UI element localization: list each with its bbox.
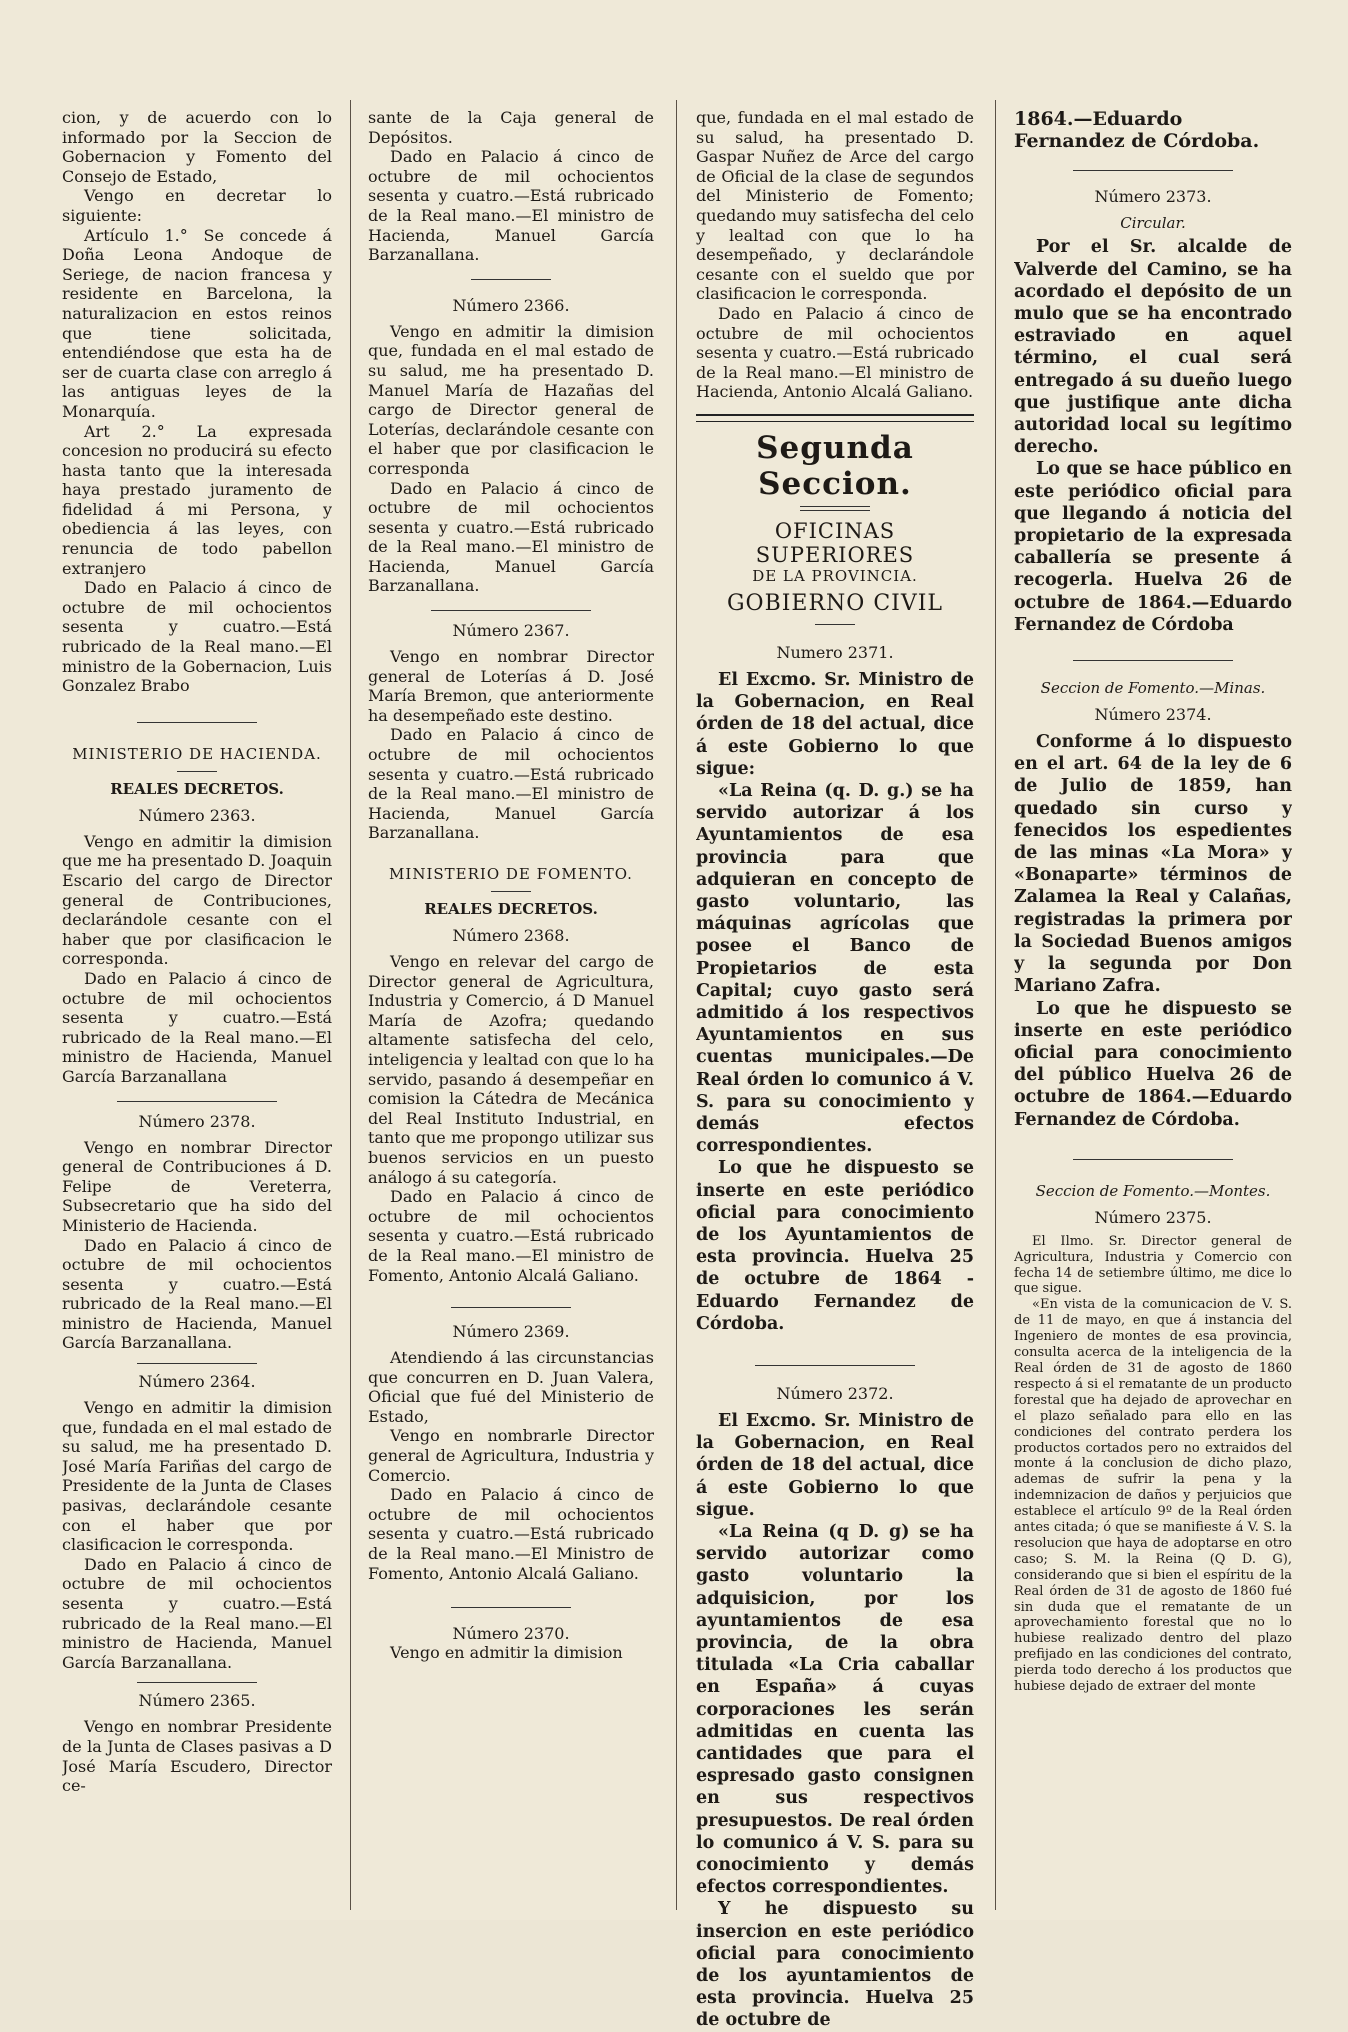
paragraph: Vengo en admitir la dimision que, fundada en el mal estado de su salud, me ha presentado D. José María Fariñas del cargo de Presidente de la Junta de Clases pasivas, declarándole cesante con el haber que por clasificacion le corresponda.	[62, 1398, 332, 1555]
column-rule	[350, 100, 351, 1910]
paragraph: Dado en Palacio á cinco de octubre de mil ochocientos sesenta y cuatro.—Está rubricado de la Real mano.—El ministro de Fomento, Antonio Alcalá Galiano.	[368, 1187, 654, 1285]
notice-number: Número 2374.	[1094, 705, 1212, 725]
paragraph: Dado en Palacio á cinco de octubre de mil ochocientos sesenta y cuatro.—Está rubricado de la Real mano.—El ministro de Hacienda, Manuel García Barzanallana.	[368, 478, 654, 596]
paragraph: Dado en Palacio á cinco de octubre de mil ochocientos sesenta y cuatro.—Está rubricado de la Real mano.—El ministro de Hacienda, Manuel García Barzanallana.	[368, 147, 654, 265]
section-rule	[451, 1607, 571, 1608]
ministry-heading: MINISTERIO DE FOMENTO.	[389, 865, 633, 883]
decree-number: Número 2363.	[138, 805, 256, 825]
paragraph: Y he dispuesto su insercion en este periódico oficial para conocimiento de los ayuntamientos de esta provincia. Huelva 25 de octubre de	[696, 1899, 974, 2031]
paragraph: Vengo en nombrar Director general de Loterías á D. José María Bremon, que anteriormente ha desempeñado este destino.	[368, 647, 654, 725]
paragraph: Vengo en admitir la dimision que, fundada en el mal estado de su salud, me ha presentado D. Manuel María de Hazañas del cargo de Director general de Loterías, declarándole cesante con el haber que por clasificacion le corresponda	[368, 321, 654, 478]
paragraph: Art 2.° La expresada concesion no producirá su efecto hasta tanto que la interesada haya prestado juramento de fidelidad á mi Persona, y obediencia á las leyes, con renuncia de todo pabellon extranjero	[62, 421, 332, 578]
paragraph: El Excmo. Sr. Ministro de la Gobernacion, en Real órden de 18 del actual, dice á este Gobierno lo que sigue.	[696, 1411, 974, 1520]
notice-number: Numero 2371.	[776, 642, 894, 662]
double-rule	[696, 414, 974, 422]
column-rule	[995, 100, 996, 1910]
decrees-heading: REALES DECRETOS.	[110, 779, 284, 798]
paragraph: que, fundada en el mal estado de su salud, ha presentado D. Gaspar Nuñez de Arce del cargo de Oficial de la clase de segundos del Ministerio de Fomento; quedando muy satisfecha del celo y lealtad con que lo ha desempeñado, y declarándole cesante con el sueldo que por clasificacion le corresponda.	[696, 108, 974, 304]
paragraph: Artículo 1.° Se concede á Doña Leona Andoque de Seriege, de nacion francesa y residente en Barcelona, la naturalizacion en estos reinos que tiene solicitada, entendiéndose que esta ha de ser de cuarta clase con arreglo á las antiguas leyes de la Monarquía.	[62, 225, 332, 421]
paragraph: Dado en Palacio á cinco de octubre de mil ochocientos sesenta y cuatro.—Está rubricado de la Real mano.—El ministro de Hacienda, Manuel García Barzanallana	[62, 968, 332, 1086]
circular-heading: Circular.	[1120, 214, 1186, 233]
paragraph: cion, y de acuerdo con lo informado por la Seccion de Gobernacion y Fomento del Consejo de Estado,	[62, 108, 332, 186]
paragraph: El Ilmo. Sr. Director general de Agricultura, Industria y Comercio con fecha 14 de setiembre último, me dice lo que sigue.	[1014, 1233, 1292, 1297]
paragraph: Dado en Palacio á cinco de octubre de mil ochocientos sesenta y cuatro.—Está rubricado de la Real mano.—El ministro de Hacienda, Manuel García Barzanallana.	[62, 1235, 332, 1353]
section-rule	[1073, 660, 1233, 661]
paragraph: Lo que se hace público en este periódico oficial para que llegando á noticia del propietario de la expresada caballería se presente á recogerla. Huelva 26 de octubre de 1864.—Eduardo Fernandez de Córdoba	[1014, 459, 1292, 635]
section-rule	[137, 1682, 257, 1683]
notice-number: Número 2373.	[1094, 187, 1212, 207]
decree-number: Número 2365.	[138, 1691, 256, 1711]
section-rule	[137, 722, 257, 723]
paragraph: Dado en Palacio á cinco de octubre de mil ochocientos sesenta y cuatro.—Está rubricado de la Real mano.—El ministro de Hacienda, Manuel García Barzanallana.	[368, 725, 654, 843]
section-subheading: Seccion de Fomento.—Montes.	[1035, 1181, 1271, 1200]
column-1	[62, 108, 332, 1796]
decree-number: Número 2366.	[452, 295, 570, 315]
notice-number: Número 2375.	[1094, 1207, 1212, 1227]
decree-number: Número 2364.	[138, 1372, 256, 1392]
section-rule	[1073, 170, 1233, 171]
paragraph: Vengo en nombrar Presidente de la Junta de Clases pasivas a D José María Escudero, Director ce-	[62, 1717, 332, 1796]
decree-number: Número 2369.	[452, 1322, 570, 1342]
column-2	[368, 108, 654, 1663]
notice-number: Número 2372.	[776, 1384, 894, 1403]
ministry-heading: MINISTERIO DE HACIENDA.	[72, 744, 322, 763]
decree-number: Número 2368.	[452, 926, 570, 945]
paragraph: Vengo en admitir la dimision que me ha presentado D. Joaquin Escario del cargo de Director general de Contribuciones, declarándole cesante con el haber que por clasificacion le corresponda.	[62, 831, 332, 969]
paragraph: Lo que he dispuesto se inserte en este periódico oficial para conocimiento de los Ayuntamientos de esta provincia. Huelva 25 de octubre de 1864 -Eduardo Fernandez de Córdoba.	[696, 1158, 974, 1334]
paragraph: Vengo en relevar del cargo de Director general de Agricultura, Industria y Comercio, á D Manuel María de Azofra; quedando altamente satisfecha del celo, inteligencia y lealtad con que lo ha servido, pasando á desempeñar en comision la Cátedra de Mecánica del Real Instituto Industrial, en tanto que me propongo utilizar sus buenos servicios en un puesto análogo á su categoría.	[368, 952, 654, 1187]
paragraph: Dado en Palacio á cinco de octubre de mil ochocientos sesenta y cuatro.—Está rubricado de la Real mano.—El ministro de la Gobernacion, Luis Gonzalez Brabo	[62, 578, 332, 696]
section-rule	[451, 1307, 571, 1308]
paragraph: sante de la Caja general de Depósitos.	[368, 108, 654, 147]
column-4	[1014, 108, 1292, 1695]
province-heading: DE LA PROVINCIA.	[752, 566, 918, 585]
paragraph: El Excmo. Sr. Ministro de la Gobernacion, en Real órden de 18 del actual, dice á este Gobierno lo que sigue:	[696, 669, 974, 779]
short-rule	[177, 771, 217, 772]
section-rule	[471, 279, 551, 280]
section-rule	[431, 610, 591, 611]
decree-number: Número 2367.	[452, 621, 570, 641]
civil-government-heading: GOBIERNO CIVIL	[726, 590, 944, 616]
paragraph: Dado en Palacio á cinco de octubre de mil ochocientos sesenta y cuatro.—Está rubricado de la Real mano.—El ministro de Hacienda, Manuel García Barzanallana.	[62, 1554, 332, 1672]
paragraph: «La Reina (q D. g) se ha servido autorizar como gasto voluntario la adquisicion, por los ayuntamientos de esa provincia, de la obra titulada «La Cria caballar en España» á cuyas corporaciones les serán admitidas en cuenta las cantidades que para el espresado gasto consignen en sus respectivos presupuestos. De real órden lo comunico á V. S. para su conocimiento y demás efectos correspondientes.	[696, 1522, 974, 1898]
decree-number: Número 2378.	[138, 1111, 256, 1131]
section-rule	[137, 1363, 257, 1364]
paragraph: Atendiendo á las circunstancias que concurren en D. Juan Valera, Oficial que fué del Ministerio de Estado,	[368, 1348, 654, 1426]
short-rule	[815, 624, 855, 625]
paragraph: Vengo en decretar lo siguiente:	[62, 186, 332, 225]
paragraph: 1864.—Eduardo Fernandez de Córdoba.	[1014, 108, 1260, 153]
paragraph: Dado en Palacio á cinco de octubre de mil ochocientos sesenta y cuatro.—Está rubricado de la Real mano.—El Ministro de Fomento, Antonio Alcalá Galiano.	[368, 1485, 654, 1583]
paragraph: Vengo en nombrar Director general de Contribuciones á D. Felipe de Vereterra, Subsecretario que ha sido del Ministerio de Hacienda.	[62, 1137, 332, 1235]
section-rule	[117, 1101, 277, 1102]
paragraph: Dado en Palacio á cinco de octubre de mil ochocientos sesenta y cuatro.—Está rubricado de la Real mano.—El ministro de Hacienda, Antonio Alcalá Galiano.	[696, 303, 974, 402]
ornament-rule	[800, 506, 870, 511]
paragraph: «La Reina (q. D. g.) se ha servido autorizar á los Ayuntamientos de esa provincia para que adquieran en concepto de gasto voluntario, las máquinas agrícolas que posee el Banco de Propietarios de esta Capital; cuyo gasto será admitido á los respectivos Ayuntamientos en sus cuentas municipales.—De Real órden lo comunico á V. S. para su conocimiento y demás efectos correspondientes.	[696, 780, 974, 1157]
column-3	[696, 108, 974, 2032]
section-title: Segunda Seccion.	[756, 429, 914, 502]
section-rule	[755, 1365, 915, 1366]
paragraph: Vengo en nombrarle Director general de Agricultura, Industria y Comercio.	[368, 1426, 654, 1485]
column-rule	[676, 100, 677, 1910]
short-rule	[491, 891, 531, 892]
decrees-heading: REALES DECRETOS.	[424, 900, 598, 918]
section-rule	[1073, 1159, 1233, 1160]
paragraph: Conforme á lo dispuesto en el art. 64 de la ley de 6 de Julio de 1859, han quedado sin curso y fenecidos los espedientes de las minas «La Mora» y «Bonaparte» términos de Zalamea la Real y Calañas, registradas la primera por la Sociedad Buenos amigos y la segunda por Don Mariano Zafra.	[1014, 732, 1292, 997]
paragraph: Por el Sr. alcalde de Valverde del Camino, se ha acordado el depósito de un mulo que se ha encontrado estraviado en aquel término, el cual será entregado á su dueño luego que justifique ante dicha autoridad local su legítimo derecho.	[1014, 237, 1292, 458]
decree-number: Número 2370.	[452, 1624, 570, 1644]
section-subheading: Seccion de Fomento.—Minas.	[1040, 679, 1266, 698]
paragraph: Lo que he dispuesto se inserte en este periódico oficial para conocimiento del público Huelva 26 de octubre de 1864.—Eduardo Fernandez de Córdoba.	[1014, 998, 1292, 1130]
paragraph: «En vista de la comunicacion de V. S. de 11 de mayo, en que á instancia del Ingeniero de montes de esa provincia, consulta acerca de la inteligencia de la Real órden de 31 de agosto de 1860 respecto á si el rematante de un producto forestal que ha dejado de aprovechar en el plazo señalado para ello en las condiciones del contrato perdera los productos cortados pero no extraidos del monte á la conclusion de dicho plazo, ademas de sufrir la pena y la indemnizacion de daños y perjuicios que establece el artículo 9º de la Real órden antes citada; ó que se manifieste á V. S. la resolucion que haya de adoptarse en otro caso; S. M. la Reina (Q D. G), considerando que si bien el espíritu de la Real órden de 31 de agosto de 1860 fué sin duda que el rematante de un aprovechamiento forestal que no lo hubiese realizado dentro del plazo prefijado en las condiciones del contrato, pierda todo derecho á los productos que hubiese dejado de extraer del monte	[1014, 1297, 1292, 1695]
offices-heading: OFICINAS SUPERIORES	[755, 518, 915, 567]
paragraph: Vengo en admitir la dimision	[390, 1643, 623, 1663]
